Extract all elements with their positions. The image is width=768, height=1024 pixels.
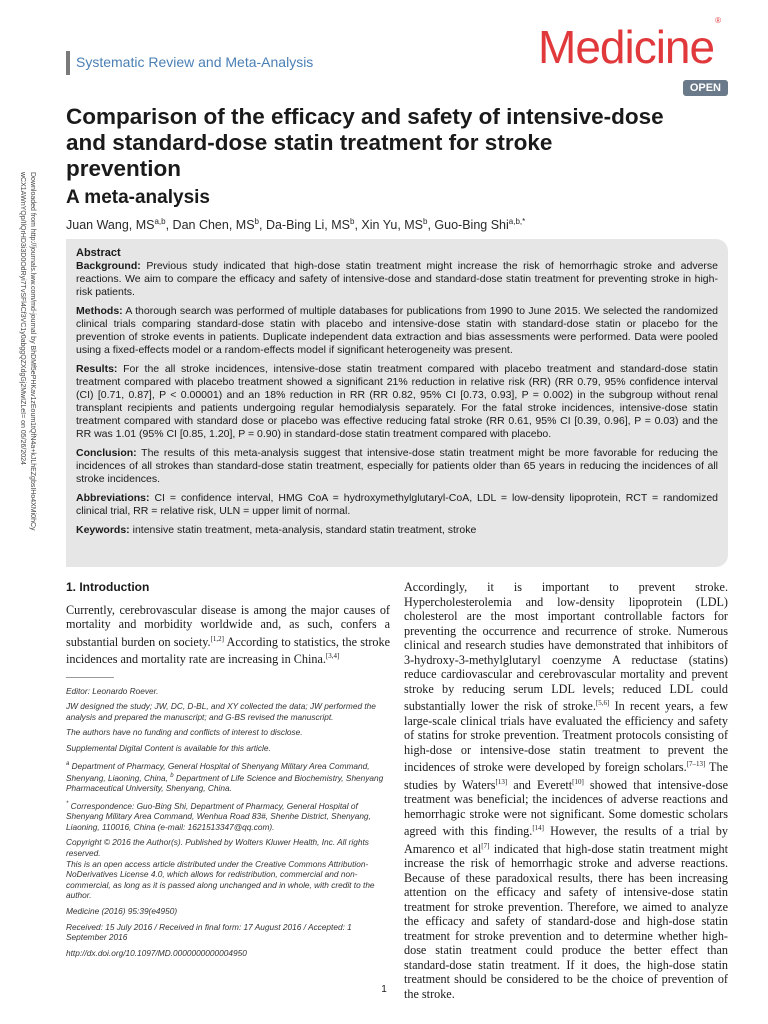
abstract-abbreviations: Abbreviations: CI = confidence interval, HMG CoA = hydroxymethylglutaryl-CoA, LDL = low-density lipoprotein, RCT = randomized clinical trial, RR = relative risk, ULN = upper limit of normal.	[76, 492, 718, 517]
citation-ref[interactable]: [13]	[495, 777, 508, 786]
footnotes	[66, 686, 390, 959]
contribution-note: JW designed the study; JW, DC, D-BL, and XY collected the data; JW performed the analysis and prepared the manuscript; and G-BS revised the manuscript.	[66, 701, 376, 722]
abstract-heading: Abstract	[76, 247, 121, 259]
author-name[interactable]: Dan Chen, MS	[172, 218, 255, 233]
body-paragraph: Accordingly, it is important to prevent stroke. Hypercholesterolemia and low-density lipoprotein (LDL) cholesterol are the most important controllable factors for preventing the occurrence and recurrence of stroke. Numerous clinical and research studies have demonstrated that inhibitors of 3-hydroxy-3-methylglutaryl coenzyme A reductase (statins) reduce cardiovascular and cerebrovascular mortality and prevent stroke by reducing serum LDL levels; reduced LDL could substantially lower the risk of stroke.[5,6] In recent years, a few large-scale clinical trials have evaluated the efficiency and safety of statins for stroke prevention. Treatment protocols consisting of high-dose or intensive-dose statin treatment to prevent the incidences of stroke were developed by foreign scholars.[7–13] The studies by Waters[13] and Everett[10] showed that intensive-dose treatment was beneficial; the incidences of adverse reactions and hemorrhagic stroke were not significant. Some domestic scholars agreed with this finding.[14] However, the results of a trial by Amarenco et al[7] indicated that high-dose statin treatment might increase the risk of hemorrhagic stroke and adverse reactions. Because of these paradoxical results, there has been increasing attention on the efficacy and safety of intensive-dose statin treatment for stroke prevention. Therefore, we aimed to analyze the efficacy and safety of standard-dose and high-dose statin treatment for stroke prevention and to determine whether high-dose statin treatment could produce the better effect than standard-dose statin treatment. If it does, the high-dose statin treatment should be considered to be the choice of prevention of the stroke.	[404, 580, 729, 1001]
citation-ref[interactable]: [3,4]	[325, 652, 340, 661]
citation-ref[interactable]: [7]	[481, 841, 490, 850]
abstract-methods: Methods: A thorough search was performed of multiple databases for publications from 1990 to June 2015. We selected the randomized clinical trials comparing standard-dose statin with placebo and intensive-dose statin with standard-dose statin or placebo for the prevention of stroke events in patients. Duplicate independent data extraction and bias assessments were performed. Data were pooled using a fixed-effects model or a random-effects model if significant heterogeneity was present.	[76, 305, 718, 356]
right-column	[404, 580, 728, 1001]
open-access-badge: OPEN	[683, 80, 728, 96]
abstract-box	[66, 239, 728, 567]
copyright-note: Copyright © 2016 the Author(s). Published by Wolters Kluwer Health, Inc. All rights reserved. This is an open access article distributed under the Creative Commons Attribution-NoDerivatives License 4.0, which allows for redistribution, commercial and non-commercial, as long as it is passed along unchanged and in whole, with credit to the author.	[66, 837, 375, 901]
journal-logo: Medicine®	[538, 15, 720, 73]
article-subtitle: A meta-analysis	[66, 187, 210, 208]
dates-note: Received: 15 July 2016 / Received in final form: 17 August 2016 / Accepted: 1 September 2016	[66, 921, 352, 943]
section-label: Systematic Review and Meta-Analysis	[76, 54, 314, 70]
supplemental-note: Supplemental Digital Content is available for this article.	[66, 743, 271, 753]
author-name[interactable]: Da-Bing Li, MS	[265, 218, 350, 233]
citation-ref[interactable]: [1,2]	[210, 634, 224, 643]
funding-note: The authors have no funding and conflicts of interest to disclose.	[66, 727, 303, 738]
left-column	[66, 580, 390, 963]
intro-paragraph: Currently, cerebrovascular disease is among the major causes of mortality and morbidity worldwide and, as such, confers a substantial burden on society.[1,2] According to statistics, the stroke incidences and mortality rate are increasing in China.[3,4]	[66, 602, 390, 667]
correspondence-note: * Correspondence: Guo-Bing Shi, Department of Pharmacy, General Hospital of Shenyang Military Area Command, Wenhua Road 83#, Shenhe District, Shenyang, Liaoning, 110016, China (e-mail: 1621513347@qq.com).	[66, 800, 371, 832]
section-marker	[66, 51, 70, 75]
doi-link[interactable]: http://dx.doi.org/10.1097/MD.0000000000004950	[66, 947, 247, 958]
author-name[interactable]: Xin Yu, MS	[361, 218, 424, 233]
affiliations-note: $^a$ Department of Pharmacy, General Hospital of Shenyang Military Area Command, Shenyang, Liaoning, China, $^b$ Department of Life Science and Biochemistry, Shenyang Pharmaceutical University, Shenyang, China.	[66, 760, 384, 794]
citation-ref[interactable]: [14]	[532, 824, 544, 833]
citation-ref[interactable]: [5,6]	[595, 699, 610, 707]
author-list: Juan Wang, MS$^{a,b}$, Dan Chen, $MS^b$, Da-Bing Li, $MS^b$, Xin Yu, $MS^b$, Guo-Bing Shi$^{a,b,*}$	[66, 217, 526, 233]
footnote-divider	[66, 677, 114, 678]
abstract-conclusion: Conclusion: The results of this meta-analysis suggest that intensive-dose statin treatment might be more favorable for reducing the incidences of all strokes than standard-dose statin treatment, especially for patients older than 65 years in reducing the incidences of all stroke incidences.	[76, 447, 718, 485]
citation-note: Medicine (2016) 95:39(e4950)	[66, 906, 178, 917]
citation-ref[interactable]: [10]	[572, 777, 584, 786]
section-heading-introduction: 1. Introduction	[66, 580, 150, 594]
article-title: Comparison of the efficacy and safety of intensive-dose and standard-dose statin treatment for stroke prevention	[66, 104, 664, 181]
abstract-keywords: Keywords: intensive statin treatment, meta-analysis, standard statin treatment, stroke	[76, 524, 477, 536]
download-watermark	[19, 172, 42, 572]
editor-note: Editor: Leonardo Roever.	[66, 685, 159, 696]
author-name[interactable]: Guo-Bing Shi	[434, 218, 509, 233]
author-name[interactable]: Juan Wang, MS	[66, 218, 155, 233]
abstract-background: Background: Previous study indicated that high-dose statin treatment might increase the risk of hemorrhagic stroke and adverse reactions. We aim to compare the efficacy and safety of intensive-dose and standard-dose statin treatment for preventing stroke in high-risk patients.	[76, 260, 718, 298]
citation-ref[interactable]: [7–13]	[686, 760, 706, 769]
page-number: 1	[381, 984, 387, 995]
watermark-line-1: Downloaded from http://journals.lww.com/md-journal by BhDMf5ePHKav1zEoum1tQfN4a+kJLhEZgbsIHo4XMi0hCy	[29, 172, 36, 531]
abstract-results: Results: For the all stroke incidences, intensive-dose statin treatment compared with placebo treatment and standard-dose statin treatment compared with placebo treatment showed a significant 21% reduction in relative risk (RR) (RR 0.79, 95% confidence interval (CI) [0.71, 0.87], P < 0.00001) and an 18% reduction in RR (RR 0.82, 95% CI [0.73, 0.93], P = 0.002) in the subgroup without renal transplant recipients and patients undergoing regular hemodialysis separately. For the fatal stroke incidences, intensive-dose statin treatment compared with standard dose or placebo was effective reducing fatal stroke (RR 0.61, 95% CI [0.39, 0.96], P = 0.03) and the RR was 1.01 (95% CI [0.85, 1.20], P = 0.90) in standard-dose statin treatment compared with placebo.	[76, 363, 718, 440]
watermark-line-2: wCX1AWnYQp/IlQrHD3i3D0OdRyi7TvSFl4Cf3VC1y0abggQZXdgGj2MwIZLeI= on 05/26/2024	[19, 172, 26, 465]
